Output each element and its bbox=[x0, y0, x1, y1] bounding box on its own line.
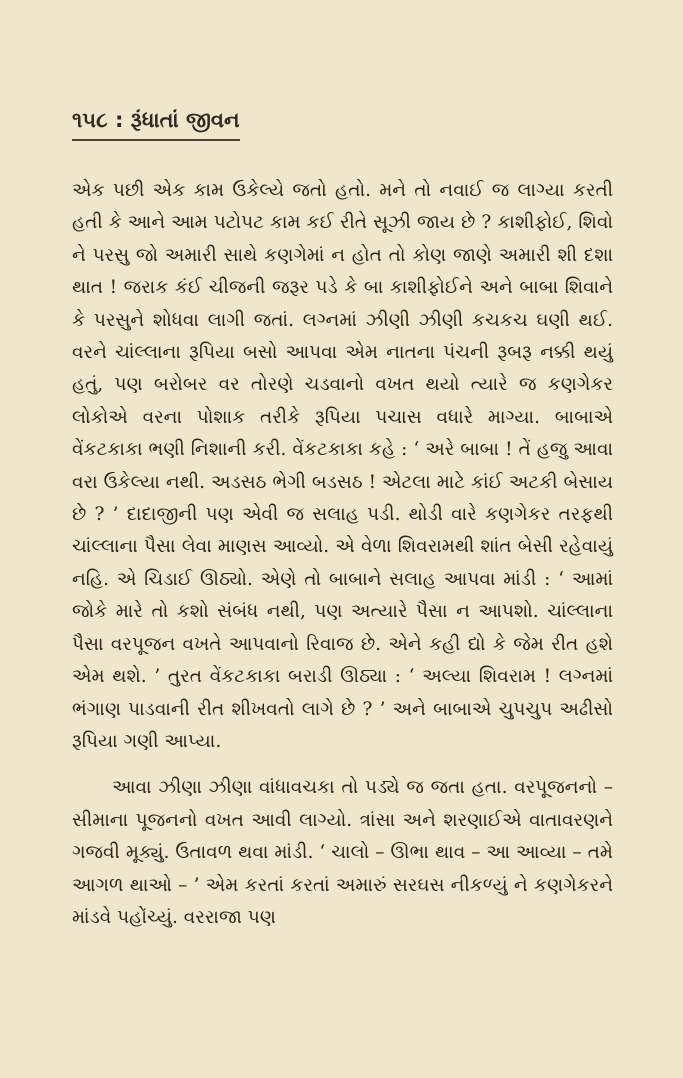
paragraph: આવા ઝીણા ઝીણા વાંધાવચકા તો પડ્યે જ જતા હતા. વરપૂજનનો – સીમાના પૂજનનો વખત આવી લાગ્યો. ત્રાંસા અને શરણાઈએ વાતાવરણને ગજવી મૂક્યું. ઉતાવળ થવા માંડી. ‘ ચાલો – ઊભા થાવ – આ આવ્યા – તમે આગળ થાઓ – ’ એમ કરતાં કરતાં અમારું સરઘસ નીકળ્યું ને કણગેકરને માંડવે પહોંચ્યું. વરરાજા પણ bbox=[72, 777, 613, 928]
running-header bbox=[72, 108, 240, 141]
body-text bbox=[72, 175, 613, 934]
page-number: ૧૫૮ bbox=[72, 108, 108, 132]
paragraph: એક પછી એક કામ ઉકેલ્યે જતો હતો. મને તો નવાઈ જ લાગ્યા કરતી હતી કે આને આમ પટોપટ કામ કઈ રીતે સૂઝી જાય છે ? કાશીફોઈ, શિવો ને પરસુ જો અમારી સાથે કણગેમાં ન હોત તો કોણ જાણે અમારી શી દશા થાત ! જરાક કંઈ ચીજની જરૂર પડે કે બા કાશીફોઈને અને બાબા શિવાને કે પરસુને શોધવા લાગી જતાં. લગ્નમાં ઝીણી ઝીણી કચકચ ઘણી થઈ. વરને ચાંલ્લાના રૂપિયા બસો આપવા એમ નાતના પંચની રૂબરૂ નક્કી થયું હતું, પણ બરોબર વર તોરણે ચડવાનો વખત થયો ત્યારે જ કણગેકર લોકોએ વરના પોશાક તરીકે રૂપિયા પચાસ વધારે માગ્યા. બાબાએ વેંકટકાકા ભણી નિશાની કરી. વેંકટકાકા કહે : ‘ અરે બાબા ! તેં હજુ આવા વરા ઉકેલ્યા નથી. અડસઠ ભેગી બડસઠ ! એટલા માટે કાંઈ અટકી બેસાય છે ? ’ દાદાજીની પણ એવી જ સલાહ પડી. થોડી વારે કણગેકર તરફથી ચાંલ્લાના પૈસા લેવા માણસ આવ્યો. એ વેળા શિવરામથી શાંત બેસી રહેવાયું નહિ. એ ચિડાઈ ઊઠ્યો. એણે તો બાબાને સલાહ આપવા માંડી : ‘ આમાં જોકે મારે તો કશો સંબંધ નથી, પણ અત્યારે પૈસા ન આપશો. ચાંલ્લાના પૈસા વરપૂજન વખતે આપવાનો રિવાજ છે. એને કહી દ્યો કે જેમ રીત હશે એમ થશે. ’ તુરત વેંકટકાકા બરાડી ઊઠ્યા : ‘ અલ્યા શિવરામ ! લગ્નમાં ભંગાણ પાડવાની રીત શીખવતો લાગે છે ? ’ અને બાબાએ ચુપચુપ અઢીસો રૂપિયા ગણી આપ્યા. bbox=[72, 180, 613, 752]
chapter-title: રૂંધાતાં જીવન bbox=[130, 108, 240, 132]
header-separator: : bbox=[107, 108, 131, 132]
